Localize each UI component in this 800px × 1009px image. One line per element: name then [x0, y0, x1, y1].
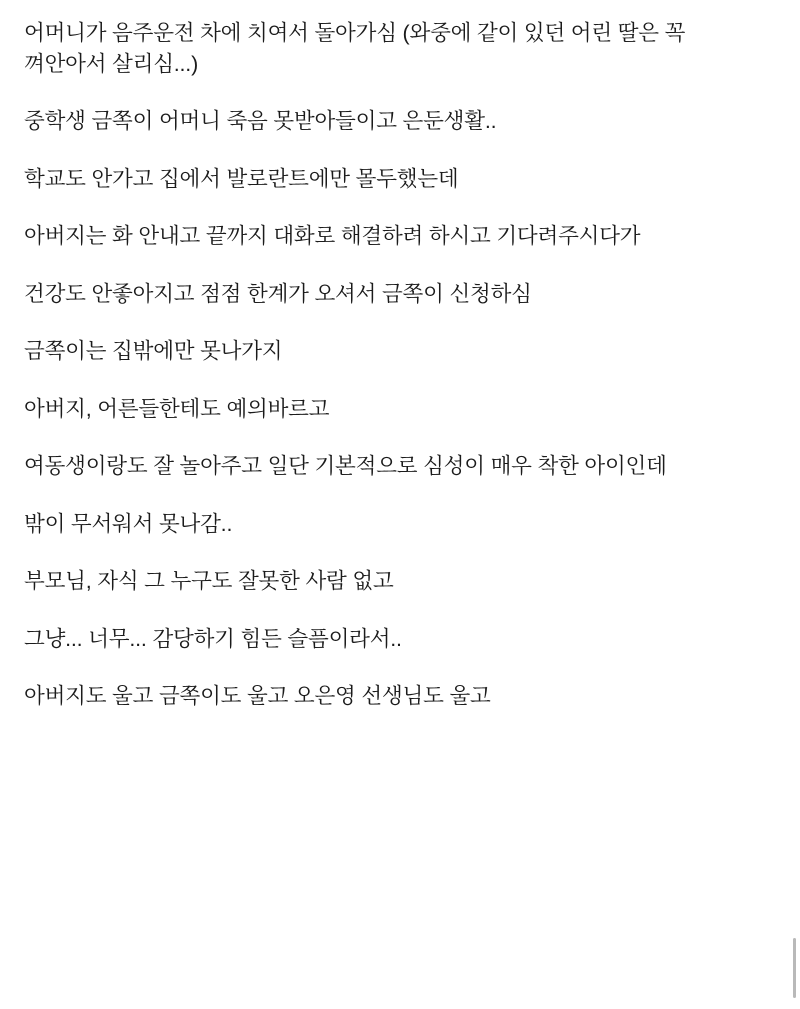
paragraph: 여동생이랑도 잘 놀아주고 일단 기본적으로 심성이 매우 착한 아이인데	[24, 454, 667, 479]
paragraph: 아버지, 어른들한테도 예의바르고	[24, 396, 330, 421]
scrollbar-thumb[interactable]	[793, 938, 796, 998]
paragraph: 아버지는 화 안내고 끝까지 대화로 해결하려 하시고 기다려주시다가	[24, 224, 641, 249]
paragraph: 그냥... 너무... 감당하기 힘든 슬픔이라서..	[24, 626, 402, 651]
paragraph: 학교도 안가고 집에서 발로란트에만 몰두했는데	[24, 166, 459, 191]
paragraph: 아버지도 울고 금쪽이도 울고 오은영 선생님도 울고	[24, 684, 491, 709]
paragraph: 밖이 무서워서 못나감..	[24, 511, 233, 536]
paragraph: 금쪽이는 집밖에만 못나가지	[24, 339, 283, 364]
paragraph: 부모님, 자식 그 누구도 잘못한 사람 없고	[24, 569, 394, 594]
paragraph: 중학생 금쪽이 어머니 죽음 못받아들이고 은둔생활..	[24, 109, 497, 134]
paragraph: 건강도 안좋아지고 점점 한계가 오셔서 금쪽이 신청하심	[24, 281, 532, 306]
paragraph: 어머니가 음주운전 차에 치여서 돌아가심 (와중에 같이 있던 어린 딸은 꼭 껴안아서 살리심...)	[24, 21, 691, 76]
